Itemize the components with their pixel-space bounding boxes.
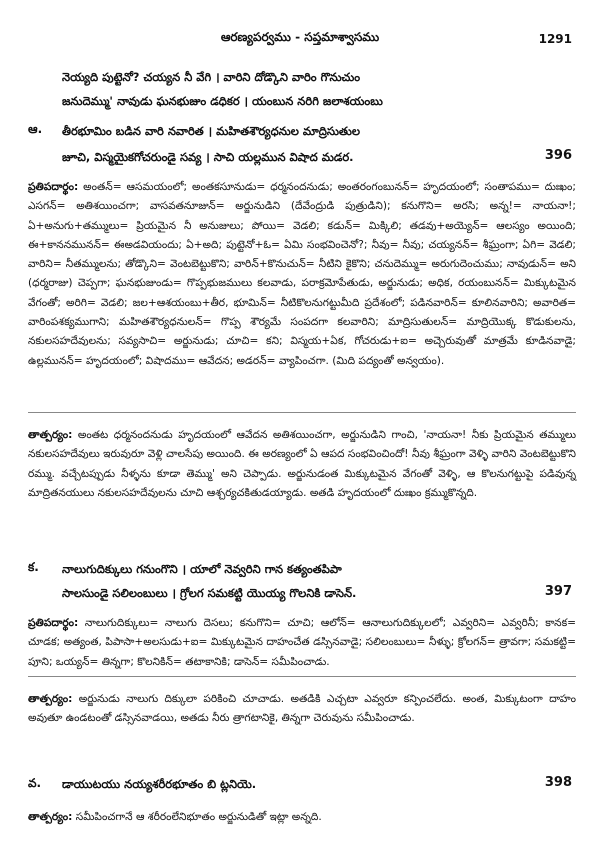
verse-number: 397 xyxy=(544,584,572,599)
gist-text: సమీపించగానే ఆ శరీరంలేనిభూతం అర్జునుడితో ఇట్లా అన్నది. xyxy=(72,811,322,823)
page-header xyxy=(0,30,600,50)
verse-line: నెయ్యది పుట్టెనో? చయ్యన నీ వేగి । వారిని దోడ్కొని వారిం గొనుచుం xyxy=(62,70,361,84)
divider xyxy=(28,676,576,677)
verse-line: జూచి, విస్మయైకగోచరుండై సవ్య । సాచి యల్లమున విషాద మడర. xyxy=(62,150,354,164)
page-number: 1291 xyxy=(538,32,572,46)
meaning-text: నాలుగుదిక్కులు= నాలుగు దెసలు; కనుగొని= చూచి; ఆలోన్= ఆనాలుగుదిక్కులలో; ఎవ్వరిని= ఎవ్వరినీ; కానక= చూడక; అత్యంత, పిపాసా+అలసుడు+ఐ= మిక్కుటమైన దాహంచేత డస్సినవాడై; సలిలంబులు= నీళ్ళు; క్రోలగన్= త్రావగా; సమకట్టి= పూని; ఒయ్యన్= తిన్నగా; కొలనికిన్= తటాకానికి; డాసెన్= సమీపించాడు. xyxy=(28,617,576,668)
verse-line: జనుదెమ్ము' నావుడు ఘనభుజుం డధికర । యంబున నరిగి జలాశయంబు xyxy=(62,94,383,108)
verse-line: డాయుటయు నయ్యశరీరభూతం బి ట్లనియె. xyxy=(62,777,257,791)
gist-label: తాత్పర్యం: xyxy=(28,429,73,441)
verse-marker: ఆ. xyxy=(28,122,43,136)
gist-398 xyxy=(28,808,576,827)
gist-text: అంతట ధర్మనందనుడు హృదయంలో ఆవేదన అతిశయించగా, అర్జునుడిని గాంచి, 'నాయనా! నీకు ప్రియమైన తమ్ములు నకులసహదేవులు ఇరువురూ వెళ్లి చాలసేపు అయింది. ఈ అరణ్యంలో ఏ ఆపద సంభవించిందో! నీవు శీఘ్రంగా వెళ్ళి వారిని వెంటబెట్టుకొని రమ్ము. వచ్చేటప్పుడు నీళ్ళను కూడా తెమ్ము' అని చెప్పాడు. అర్జునుడంత మిక్కుటమైన వేగంతో వెళ్ళి, ఆ కొలనుగట్టుపై పడివున్న మాద్రితనయులు నకులసహదేవులను చూచి ఆశ్చర్యచకితుడయ్యాడు. అతడి హృదయంలో దుఃఖం క్రమ్ముకొన్నది. xyxy=(28,429,576,499)
verse-line: తీరభూమిం బడిన వారి నవారిత । మహితశౌర్యధనుల మాద్రిసుతుల xyxy=(62,124,361,138)
verse-marker: క. xyxy=(28,560,39,574)
divider xyxy=(28,412,576,413)
gist-label: తాత్పర్యం: xyxy=(28,693,73,705)
word-meaning-397 xyxy=(28,614,576,672)
running-title: ఆరణ్యపర్వము - సప్తమాశ్వాసము xyxy=(220,30,380,44)
verse-line: సాలసుండై సలిలంబులు । గ్రోలగ సమకట్టి యొయ్య గొలనికి డాసెన్. xyxy=(62,586,357,600)
gist-label: తాత్పర్యం: xyxy=(28,811,73,823)
verse-line: నాలుగుదిక్కులు గనుంగొని । యాలో నెవ్వరిని గాన కత్యంతపిపా xyxy=(62,562,342,576)
verse-number: 396 xyxy=(544,148,572,163)
verse-marker: వ. xyxy=(28,776,42,790)
gist-396 xyxy=(28,426,576,503)
meaning-text: అంతన్= ఆసమయంలో; అంతకసూనుడు= ధర్మనందనుడు; అంతరంగంబునన్= హృదయంలో; సంతాపము= దుఃఖం; ఎసగన్= అతిశయించగా; వాసవతనూజున్= అర్జునుడిని (దేవేంద్రుడి పుత్రుడిని); కనుగొని= అరసి; అన్న!= నాయనా!; ఏ+అనుగు+తమ్ములు= ప్రియమైన నీ అనుజులు; పోయి= వెడలి; కడున్= మిక్కిలి; తడవు+అయ్యెన్= ఆలస్యం అయింది; ఈ+కాననమునన్= ఈఅడవియందు; ఏ+అది; పుట్టెనో+ఓ= ఏమి సంభవించెనో?; నీవు= నీవు; చయ్యనన్= శీఘ్రంగా; ఏగి= వెడలి; వారిని= నీతమ్ములను; తోడ్కొని= వెంటబెట్టుకొని; వారిన్+కొనుచున్= నీటిని కైకొని; చనుదెమ్ము= అరుగుదెంచుము; నావుడున్= అని (ధర్మరాజు) చెప్పగా; ఘనభుజుండు= గొప్పభుజములు కలవాడు, పరాక్రమోపేతుడు, అర్జునుడు; అధిక, రయంబునన్= మిక్కుటమైన వేగంతో; అరిగి= వెడలి; జల+ఆశయంబు+తీర, భూమిన్= నీటికొలనుగట్టుమీది ప్రదేశంలో; పడినవారిన్= కూలినవారిని; అవారిత= వారింపశక్యముగాని; మహితశౌర్యధనులన్= గొప్ప శౌర్యమే సంపదగా కలవారిని; మాద్రిసుతులన్= మాద్రియొక్క కొడుకులను, నకులసహదేవులను; సవ్యసాచి= అర్జునుడు; చూచి= కని; విస్మయ+ఏక, గోచరుడు+ఐ= అచ్చెరువుతో మాత్రమే కూడినవాడై; ఉల్లమునన్= హృదయంలో; విషాదము= ఆవేదన; అడరన్= వ్యాపించగా. (మిది పద్యంతో అన్వయం). xyxy=(28,181,576,367)
verse-number: 398 xyxy=(544,775,572,790)
word-meaning-396 xyxy=(28,178,576,371)
meaning-label: ప్రతిపదార్థం: xyxy=(28,181,79,193)
meaning-label: ప్రతిపదార్థం: xyxy=(28,617,79,629)
gist-text: అర్జునుడు నాలుగు దిక్కులా పరికించి చూచాడు. అతడికి ఎచ్చటా ఎవ్వరూ కన్పించలేదు. అంత, మిక్కుటంగా దాహం అవుతూ ఉండటంతో డస్సినవాడయి, అతడు నీరు త్రాగటానికై, తిన్నగా చెరువును సమీపించాడు. xyxy=(28,693,576,725)
gist-397 xyxy=(28,690,576,729)
